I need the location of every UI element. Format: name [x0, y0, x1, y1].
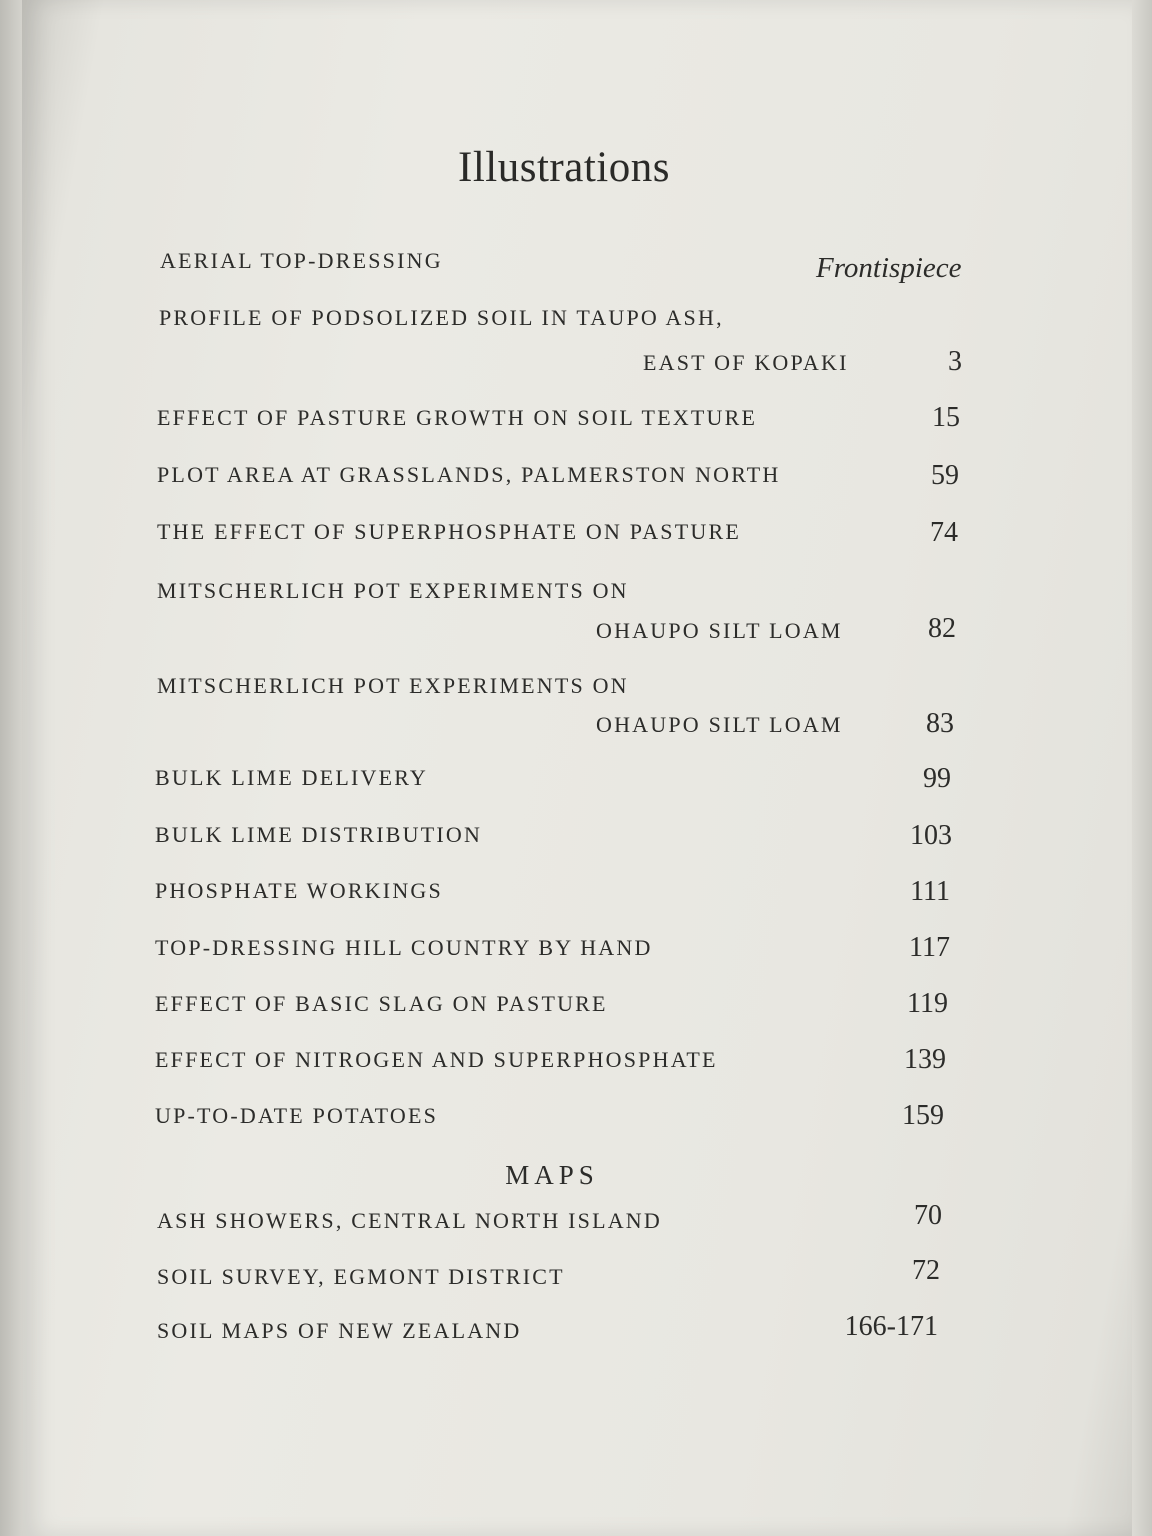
page-right-edge [1132, 0, 1152, 1536]
map-page-number: 166-171 [844, 1311, 938, 1342]
illustration-title-continued: OHAUPO SILT LOAM [596, 712, 843, 737]
illustration-page-number: 15 [932, 402, 960, 433]
illustration-title: UP-TO-DATE POTATOES [155, 1103, 439, 1128]
illustration-title: MITSCHERLICH POT EXPERIMENTS ON [157, 578, 629, 603]
illustration-page-number: 99 [923, 763, 951, 794]
illustration-page-number: 59 [931, 460, 959, 491]
map-page-number: 72 [912, 1255, 940, 1286]
illustration-title: PROFILE OF PODSOLIZED SOIL IN TAUPO ASH, [159, 305, 724, 330]
map-page-number: 70 [914, 1200, 942, 1231]
illustration-page-number: 74 [930, 517, 958, 548]
page-title: Illustrations [458, 144, 670, 191]
illustration-title-continued: OHAUPO SILT LOAM [596, 618, 843, 643]
illustration-title: BULK LIME DELIVERY [155, 765, 429, 790]
frontispiece-label: AERIAL TOP-DRESSING [160, 248, 443, 273]
map-title: SOIL MAPS OF NEW ZEALAND [157, 1318, 522, 1343]
illustration-page-number: 117 [909, 932, 950, 963]
illustration-title: MITSCHERLICH POT EXPERIMENTS ON [157, 673, 629, 698]
illustration-page-number: 83 [926, 708, 954, 739]
illustration-page-number: 82 [928, 613, 956, 644]
illustration-page-number: 119 [907, 988, 948, 1019]
illustration-title: EFFECT OF NITROGEN AND SUPERPHOSPHATE [155, 1047, 718, 1072]
illustration-page-number: 159 [902, 1100, 944, 1131]
frontispiece-page: Frontispiece [816, 252, 962, 284]
illustration-title-continued: EAST OF KOPAKI [643, 350, 849, 375]
illustration-title: TOP-DRESSING HILL COUNTRY BY HAND [155, 935, 653, 960]
illustration-page-number: 139 [904, 1044, 946, 1075]
illustration-title: BULK LIME DISTRIBUTION [155, 822, 483, 847]
illustration-title: PLOT AREA AT GRASSLANDS, PALMERSTON NORTH [157, 462, 781, 487]
page-gutter [0, 0, 22, 1536]
illustration-page-number: 111 [910, 876, 950, 907]
illustration-page-number: 3 [948, 346, 962, 377]
maps-heading: MAPS [505, 1160, 599, 1190]
illustration-title: EFFECT OF PASTURE GROWTH ON SOIL TEXTURE [157, 405, 758, 430]
illustration-title: EFFECT OF BASIC SLAG ON PASTURE [155, 991, 608, 1016]
illustration-page-number: 103 [910, 820, 952, 851]
illustration-title: PHOSPHATE WORKINGS [155, 878, 443, 903]
illustration-title: THE EFFECT OF SUPERPHOSPHATE ON PASTURE [157, 519, 741, 544]
map-title: SOIL SURVEY, EGMONT DISTRICT [157, 1264, 565, 1289]
map-title: ASH SHOWERS, CENTRAL NORTH ISLAND [157, 1208, 662, 1233]
